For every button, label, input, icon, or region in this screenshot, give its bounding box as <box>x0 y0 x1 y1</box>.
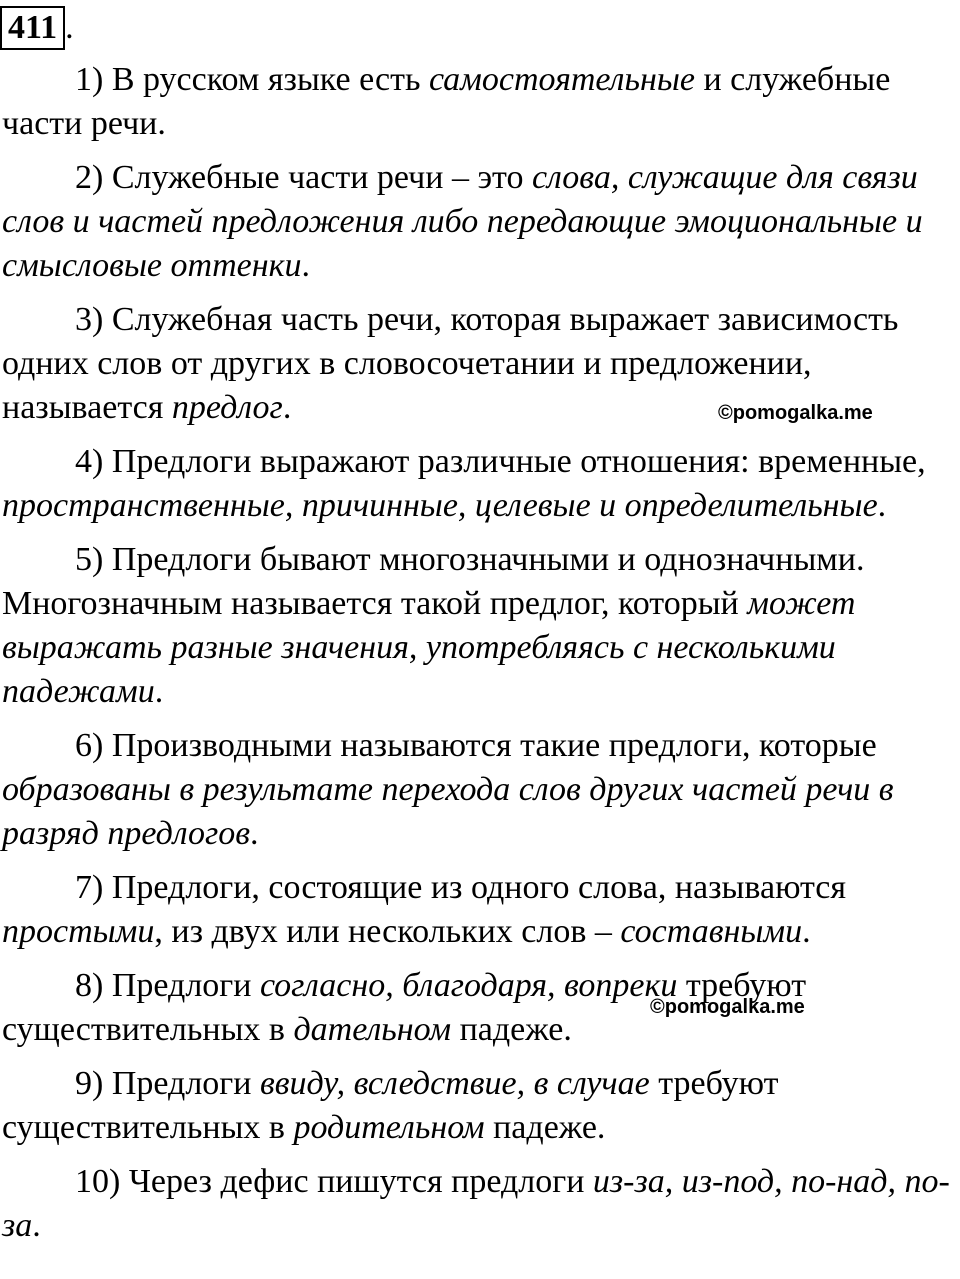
paragraph-8 <box>2 964 960 1052</box>
paragraph-1 <box>2 58 960 146</box>
exercise-header <box>0 6 74 50</box>
text-segment: падеже. <box>451 1011 572 1048</box>
italic-segment: из-за, из-под, по-над, по-за <box>2 1163 950 1244</box>
text-segment: 7) Предлоги, состоящие из одного слова, называются <box>75 869 847 906</box>
italic-segment: ввиду, вследствие, в случае <box>259 1065 650 1102</box>
italic-segment: может выражать разные значения, употребляясь с несколькими падежами <box>2 585 856 710</box>
italic-segment: составными <box>620 913 803 950</box>
text-segment: . <box>250 815 259 852</box>
text-segment: 4) Предлоги выражают различные отношения: временные, <box>75 443 926 480</box>
exercise-number-dot: . <box>65 9 74 46</box>
paragraph-5 <box>2 538 960 714</box>
text-segment: 6) Производными называются такие предлоги, которые <box>75 727 877 764</box>
italic-segment: согласно, благодаря, вопреки <box>259 967 678 1004</box>
paragraph-4 <box>2 440 960 528</box>
text-segment: . <box>154 673 164 710</box>
paragraph-9 <box>2 1062 960 1150</box>
text-segment: . <box>301 247 310 284</box>
italic-segment: слова, служащие для связи слов и частей предложения либо передающие эмоциональные и смысловые оттенки <box>2 159 923 284</box>
text-segment: падеже. <box>484 1109 606 1146</box>
italic-segment: образованы в результате перехода слов других частей речи в разряд предлогов <box>2 771 894 852</box>
italic-segment: дательном <box>293 1011 452 1048</box>
paragraph-2 <box>2 156 960 288</box>
text-segment: . <box>32 1207 41 1244</box>
text-segment: 2) Служебные части речи – это <box>75 159 532 196</box>
text-segment: требуют существительных в <box>2 967 807 1048</box>
paragraph-7 <box>2 866 960 954</box>
exercise-number: 411 <box>0 6 65 50</box>
text-segment: 10) Через дефис пишутся предлоги <box>75 1163 593 1200</box>
watermark: ©pomogalka.me <box>650 996 805 1018</box>
text-segment: 1) В русском языке есть <box>75 61 429 98</box>
paragraph-6 <box>2 724 960 856</box>
italic-segment: пространственные, причинные, целевые и определительные <box>2 487 878 524</box>
italic-segment: родительном <box>293 1109 485 1146</box>
text-segment: , из двух или нескольких слов – <box>154 913 621 950</box>
text-segment: 5) Предлоги бывают многозначными и однозначными. Многозначным называется такой предлог, который <box>2 541 865 622</box>
text-segment: . <box>802 913 811 950</box>
italic-segment: предлог <box>171 389 283 426</box>
italic-segment: самостоятельные <box>428 61 695 98</box>
paragraph-10 <box>2 1160 960 1248</box>
text-segment: 3) Служебная часть речи, которая выражает зависимость одних слов от других в словосочетании и предложении, называется <box>2 301 899 426</box>
text-segment: 8) Предлоги <box>75 967 260 1004</box>
text-segment: 9) Предлоги <box>75 1065 260 1102</box>
text-segment: . <box>282 389 292 426</box>
answer-text <box>2 58 960 1258</box>
text-segment: и служебные части речи. <box>2 61 891 142</box>
watermark: ©pomogalka.me <box>718 402 873 424</box>
text-segment: . <box>877 487 887 524</box>
text-segment: требуют существительных в <box>2 1065 779 1146</box>
italic-segment: простыми <box>2 913 155 950</box>
